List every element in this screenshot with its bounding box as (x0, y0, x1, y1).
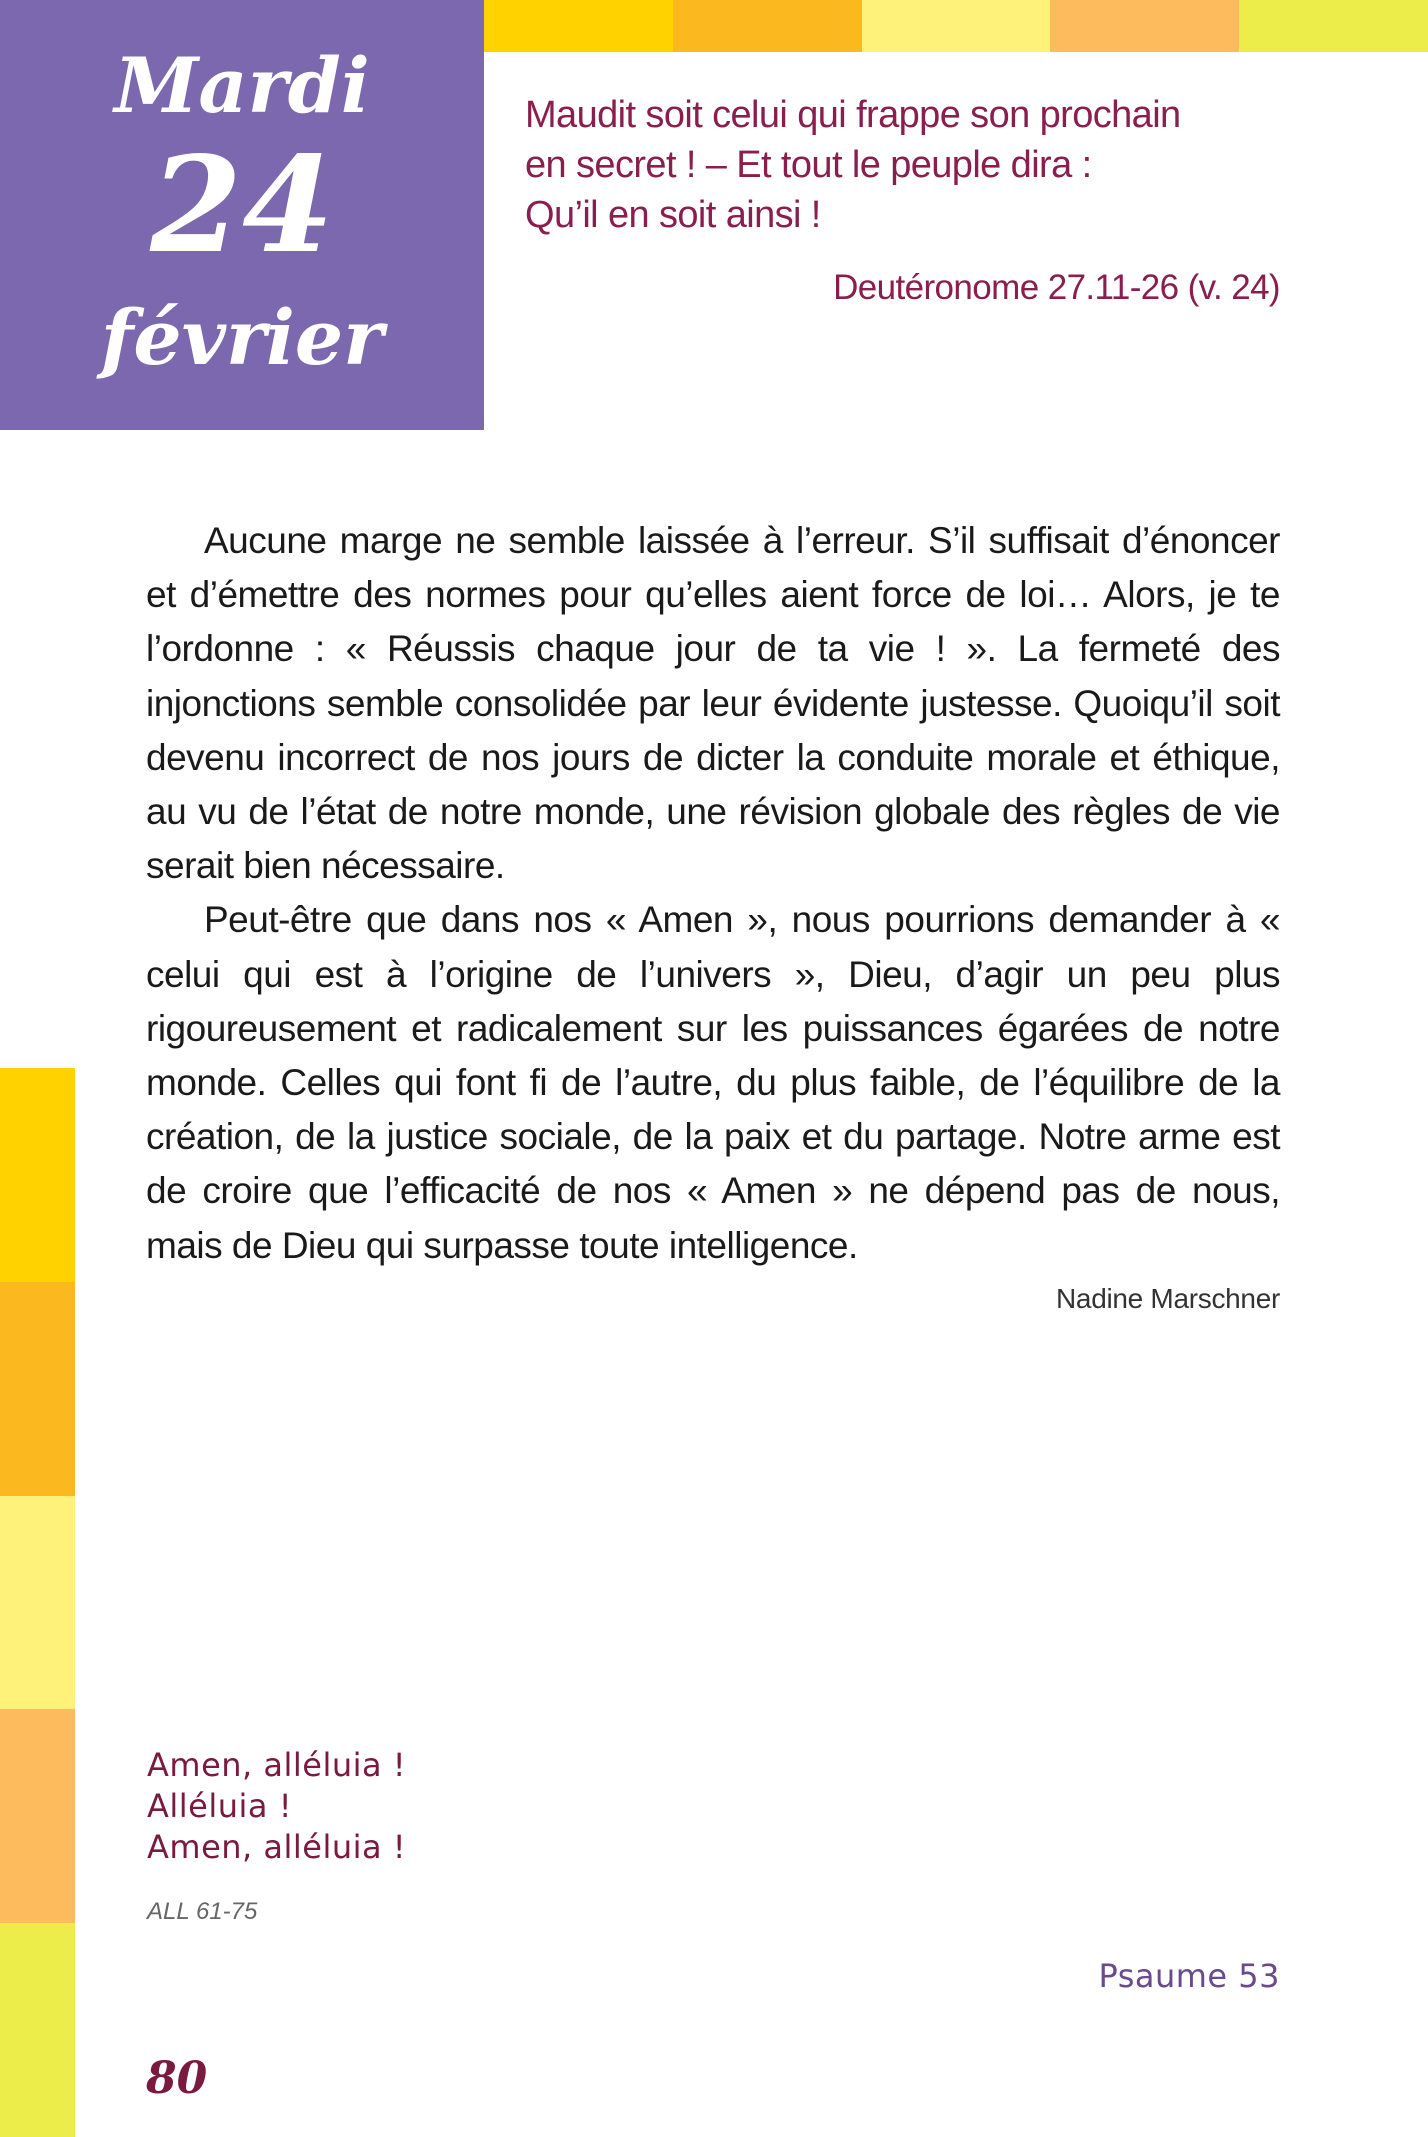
meditation-text (146, 514, 1280, 1273)
side-stripe-1 (0, 1068, 75, 1282)
side-color-stripes (0, 1068, 75, 2137)
top-stripe-2 (673, 0, 862, 52)
verse-line: en secret ! – Et tout le peuple dira : (525, 144, 1092, 186)
hymn-reference: ALL 61-75 (147, 1898, 258, 1925)
hymn-line: Alléluia ! (147, 1787, 293, 1825)
date-month: février (100, 293, 384, 382)
bible-verse (525, 90, 1285, 240)
top-stripe-5 (1239, 0, 1428, 52)
date-day: 24 (150, 128, 334, 283)
author-name: Nadine Marschner (1056, 1283, 1280, 1314)
meditation-paragraph: Peut-être que dans nos « Amen », nous pourrions demander à « celui qui est à l’origine de l’univers », Dieu, d’agir un peu plus rigoureusement et radicalement sur les puissances égarées de notre monde. Celles qui font fi de l’autre, du plus faible, de l’équilibre de la création, de la justice sociale, de la paix et du partage. Notre arme est de croire que l’efficacité de nos « Amen » ne dépend pas de nous, mais de Dieu qui surpasse toute intelligence. (146, 899, 1280, 1266)
top-stripe-4 (1050, 0, 1239, 52)
hymn-line: Amen, alléluia ! (147, 1828, 407, 1866)
side-stripe-5 (0, 1923, 75, 2137)
top-stripe-1 (484, 0, 673, 52)
side-stripe-2 (0, 1282, 75, 1496)
top-stripe-3 (862, 0, 1051, 52)
meditation-paragraph: Aucune marge ne semble laissée à l’erreur. S’il suffisait d’énoncer et d’émettre des normes pour qu’elles aient force de loi… Alors, je te l’ordonne : « Réussis chaque jour de ta vie ! ». La fermeté des injonctions semble consolidée par leur évidente justesse. Quoiqu’il soit devenu incorrect de nos jours de dicter la conduite morale et éthique, au vu de l’état de notre monde, une révision globale des règles de vie serait bien nécessaire. (146, 520, 1280, 887)
hymn-text (147, 1745, 647, 1868)
psalm-reference: Psaume 53 (1098, 1957, 1280, 1995)
verse-line: Maudit soit celui qui frappe son prochain (525, 94, 1181, 136)
page-number: 80 (146, 2053, 208, 2104)
side-stripe-3 (0, 1496, 75, 1710)
side-stripe-4 (0, 1709, 75, 1923)
date-box (0, 0, 484, 430)
verse-reference: Deutéronome 27.11-26 (v. 24) (833, 268, 1280, 307)
hymn-line: Amen, alléluia ! (147, 1746, 407, 1784)
verse-line: Qu’il en soit ainsi ! (525, 194, 821, 236)
date-weekday: Mardi (114, 41, 370, 130)
top-color-stripes (484, 0, 1428, 52)
